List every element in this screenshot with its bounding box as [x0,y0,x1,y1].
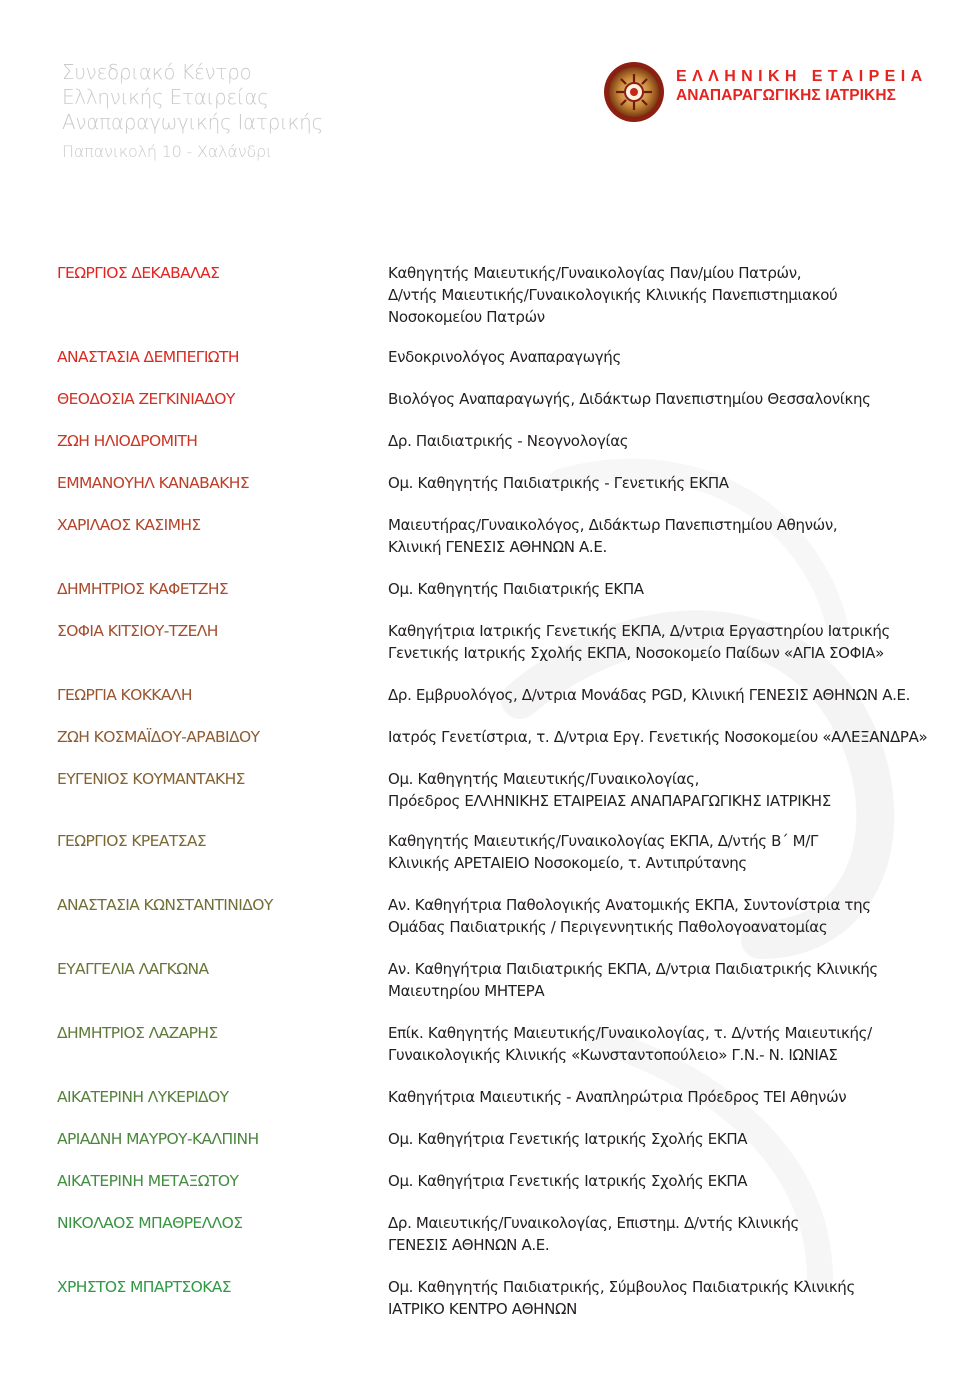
speaker-name: ΑΝΑΣΤΑΣΙΑ ΔΕΜΠΕΓΙΩΤΗ [57,348,239,366]
speaker-description [388,894,948,938]
speaker-name: ΓΕΩΡΓΙΑ ΚΟΚΚΑΛΗ [57,686,192,704]
speaker-name: ΖΩΗ ΗΛΙΟΔΡΟΜΙΤΗ [57,432,198,450]
speaker-description-line: Καθηγήτρια Μαιευτικής - Αναπληρώτρια Πρόεδρος ΤΕΙ Αθηνών [388,1088,847,1106]
speaker-description-line: Ομ. Καθηγητής Μαιευτικής/Γυναικολογίας, [388,770,700,788]
speaker-description-line: Καθηγητής Μαιευτικής/Γυναικολογίας Παν/μίου Πατρών, [388,264,802,282]
speaker-name: ΑΡΙΑΔΝΗ ΜΑΥΡΟΥ-ΚΑΛΠΙΝΗ [57,1130,259,1148]
speaker-description [388,684,948,706]
society-logo-text [676,68,928,105]
speaker-description [388,1086,948,1108]
speaker-description [388,726,948,748]
speaker-name: ΑΙΚΑΤΕΡΙΝΗ ΛΥΚΕΡΙΔΟΥ [57,1088,229,1106]
speaker-description-line: Δρ. Παιδιατρικής - Νεογνολογίας [388,432,629,450]
venue-line: Συνεδριακό Κέντρο [62,60,252,84]
speaker-description-line: ΙΑΤΡΙΚΟ ΚΕΝΤΡΟ ΑΘΗΝΩΝ [388,1300,577,1318]
speaker-name: ΔΗΜΗΤΡΙΟΣ ΚΑΦΕΤΖΗΣ [57,580,229,598]
logo-line-2: ΑΝΑΠΑΡΑΓΩΓΙΚΗΣ ΙΑΤΡΙΚΗΣ [676,87,897,104]
speaker-name: ΓΕΩΡΓΙΟΣ ΔΕΚΑΒΑΛΑΣ [57,264,220,282]
speaker-description-line: Βιολόγος Αναπαραγωγής, Διδάκτωρ Πανεπιστημίου Θεσσαλονίκης [388,390,871,408]
speaker-description-line: Κλινικής ΑΡΕΤΑΙΕΙΟ Νοσοκομείο, τ. Αντιπρύτανης [388,854,747,872]
venue-line: Αναπαραγωγικής Ιατρικής [62,110,323,134]
speaker-description-line: Αν. Καθηγήτρια Παιδιατρικής ΕΚΠΑ, Δ/ντρια Παιδιατρικής Κλινικής [388,960,878,978]
speaker-description-line: Ενδοκρινολόγος Αναπαραγωγής [388,348,621,366]
speaker-description [388,958,948,1002]
speaker-description-line: Ιατρός Γενετίστρια, τ. Δ/ντρια Εργ. Γενετικής Νοσοκομείου «ΑΛΕΞΑΝΔΡΑ» [388,728,928,746]
venue-address: Παπανικολή 10 - Χαλάνδρι [62,142,272,161]
speaker-name: ΑΙΚΑΤΕΡΙΝΗ ΜΕΤΑΞΩΤΟΥ [57,1172,239,1190]
speaker-description-line: Μαιευτηρίου ΜΗΤΕΡΑ [388,982,545,1000]
speaker-description [388,472,948,494]
speaker-description [388,388,948,410]
speaker-description [388,346,948,368]
speaker-description-line: Δ/ντής Μαιευτικής/Γυναικολογικής Κλινικής Πανεπιστημιακού [388,286,838,304]
speaker-description-line: Μαιευτήρας/Γυναικολόγος, Διδάκτωρ Πανεπιστημίου Αθηνών, [388,516,838,534]
speaker-description [388,1212,948,1256]
speaker-description [388,1022,948,1066]
speaker-description-line: Ομάδας Παιδιατρικής / Περιγεννητικής Παθολογοανατομίας [388,918,828,936]
speaker-description-line: Ομ. Καθηγήτρια Γενετικής Ιατρικής Σχολής ΕΚΠΑ [388,1172,748,1190]
speaker-description-line: Δρ. Εμβρυολόγος, Δ/ντρια Μονάδας PGD, Κλινική ΓΕΝΕΣΙΣ ΑΘΗΝΩΝ Α.Ε. [388,686,911,704]
speaker-description [388,578,948,600]
speaker-name: ΖΩΗ ΚΟΣΜΑΪΔΟΥ-ΑΡΑΒΙΔΟΥ [57,728,260,746]
speaker-description [388,1170,948,1192]
speaker-description [388,262,948,328]
speaker-description-line: Γυναικολογικής Κλινικής «Κωνσταντοπούλειο» Γ.Ν.- Ν. ΙΩΝΙΑΣ [388,1046,838,1064]
speaker-description-line: Πρόεδρος ΕΛΛΗΝΙΚΗΣ ΕΤΑΙΡΕΙΑΣ ΑΝΑΠΑΡΑΓΩΓΙΚΗΣ ΙΑΤΡΙΚΗΣ [388,792,831,810]
speaker-name: ΘΕΟΔΟΣΙΑ ΖΕΓΚΙΝΙΑΔΟΥ [57,390,235,408]
speaker-description [388,1128,948,1150]
speaker-description-line: Δρ. Μαιευτικής/Γυναικολογίας, Επιστημ. Δ/ντής Κλινικής [388,1214,799,1232]
speaker-name: ΕΥΑΓΓΕΛΙΑ ΛΑΓΚΩΝΑ [57,960,209,978]
speaker-name: ΑΝΑΣΤΑΣΙΑ ΚΩΝΣΤΑΝΤΙΝΙΔΟΥ [57,896,273,914]
speaker-name: ΔΗΜΗΤΡΙΟΣ ΛΑΖΑΡΗΣ [57,1024,218,1042]
speaker-description-line: Καθηγητής Μαιευτικής/Γυναικολογίας ΕΚΠΑ, Δ/ντής Β΄ Μ/Γ [388,832,818,850]
speaker-description-line: Καθηγήτρια Ιατρικής Γενετικής ΕΚΠΑ, Δ/ντρια Εργαστηρίου Ιατρικής [388,622,890,640]
speaker-description [388,430,948,452]
speaker-name: ΧΑΡΙΛΑΟΣ ΚΑΣΙΜΗΣ [57,516,201,534]
speaker-description-line: Γενετικής Ιατρικής Σχολής ΕΚΠΑ, Νοσοκομείο Παίδων «ΑΓΙΑ ΣΟΦΙΑ» [388,644,884,662]
speaker-name: ΣΟΦΙΑ ΚΙΤΣΙΟΥ-ΤΖΕΛΗ [57,622,218,640]
speaker-description-line: Ομ. Καθηγήτρια Γενετικής Ιατρικής Σχολής ΕΚΠΑ [388,1130,748,1148]
speaker-description-line: Κλινική ΓΕΝΕΣΙΣ ΑΘΗΝΩΝ Α.Ε. [388,538,607,556]
speaker-name: ΕΜΜΑΝΟΥΗΛ ΚΑΝΑΒΑΚΗΣ [57,474,250,492]
venue-line: Ελληνικής Εταιρείας [62,85,269,109]
venue-block [62,60,392,164]
society-emblem-icon [602,60,666,124]
speaker-description [388,768,948,812]
speaker-description-line: Ομ. Καθηγητής Παιδιατρικής - Γενετικής ΕΚΠΑ [388,474,729,492]
speaker-description-line: Νοσοκομείου Πατρών [388,308,545,326]
speaker-description [388,514,948,558]
speaker-description [388,620,948,664]
speaker-description [388,830,948,874]
speaker-description-line: Αν. Καθηγήτρια Παθολογικής Ανατομικής ΕΚΠΑ, Συντονίστρια της [388,896,871,914]
speaker-description-line: Επίκ. Καθηγητής Μαιευτικής/Γυναικολογίας, τ. Δ/ντής Μαιευτικής/ [388,1024,872,1042]
speaker-name: ΕΥΓΕΝΙΟΣ ΚΟΥΜΑΝΤΑΚΗΣ [57,770,245,788]
logo-line-1: ΕΛΛΗΝΙΚΗ ΕΤΑΙΡΕΙΑ [676,68,928,85]
speaker-name: ΓΕΩΡΓΙΟΣ ΚΡΕΑΤΣΑΣ [57,832,207,850]
speaker-description [388,1276,948,1320]
speaker-description-line: ΓΕΝΕΣΙΣ ΑΘΗΝΩΝ Α.Ε. [388,1236,550,1254]
speaker-description-line: Ομ. Καθηγητής Παιδιατρικής, Σύμβουλος Παιδιατρικής Κλινικής [388,1278,855,1296]
speaker-description-line: Ομ. Καθηγητής Παιδιατρικής ΕΚΠΑ [388,580,644,598]
speaker-name: ΧΡΗΣΤΟΣ ΜΠΑΡΤΣΟΚΑΣ [57,1278,232,1296]
speaker-name: ΝΙΚΟΛΑΟΣ ΜΠΑΘΡΕΛΛΟΣ [57,1214,243,1232]
